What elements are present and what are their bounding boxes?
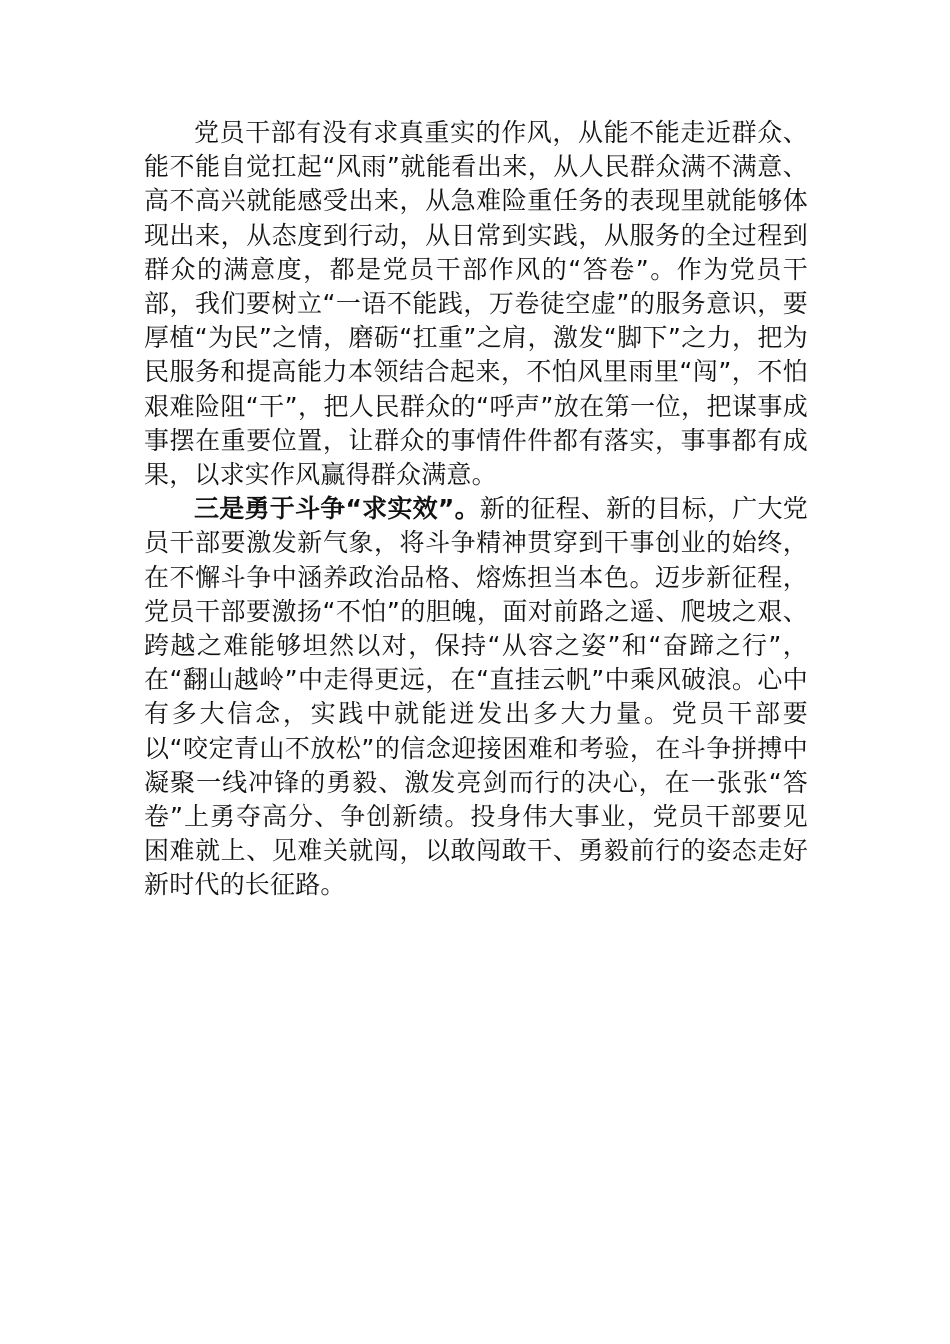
paragraph-1-text: 党员干部有没有求真重实的作风，从能不能走近群众、能不能自觉扛起“风雨”就能看出来，从人民群众满不满意、高不高兴就能感受出来，从急难险重任务的表现里就能够体现出来，从态度到行动，从日常到实践，从服务的全过程到群众的满意度，都是党员干部作风的“答卷”。作为党员干部，我们要树立“一语不能践，万卷徒空虚”的服务意识，要厚植“为民”之情，磨砺“扛重”之肩，激发“脚下”之力，把为民服务和提高能力本领结合起来，不怕风里雨里“闯”，不怕艰难险阻“干”，把人民群众的“呼声”放在第一位，把谋事成事摆在重要位置，让群众的事情件件都有落实，事事都有成果，以求实作风赢得群众满意。 (144, 118, 808, 490)
paragraph-2-text: 新的征程、新的目标，广大党员干部要激发新气象，将斗争精神贯穿到干事创业的始终，在不懈斗争中涵养政治品格、熔炼担当本色。迈步新征程，党员干部要激扬“不怕”的胆魄，面对前路之遥、爬坡之艰、跨越之难能够坦然以对，保持“从容之姿”和“奋蹄之行”，在“翻山越岭”中走得更远，在“直挂云帆”中乘风破浪。心中有多大信念，实践中就能迸发出多大力量。党员干部要以“咬定青山不放松”的信念迎接困难和考验，在斗争拼搏中凝聚一线冲锋的勇毅、激发亮剑而行的决心，在一张张“答卷”上勇夺高分、争创新绩。投身伟大事业，党员干部要见困难就上、见难关就闯，以敢闯敢干、勇毅前行的姿态走好新时代的长征路。 (144, 494, 808, 900)
paragraph-2 (144, 492, 808, 902)
paragraph-1 (144, 116, 808, 492)
document-body (144, 116, 808, 903)
paragraph-2-heading: 三是勇于斗争“求实效”。 (194, 494, 480, 524)
